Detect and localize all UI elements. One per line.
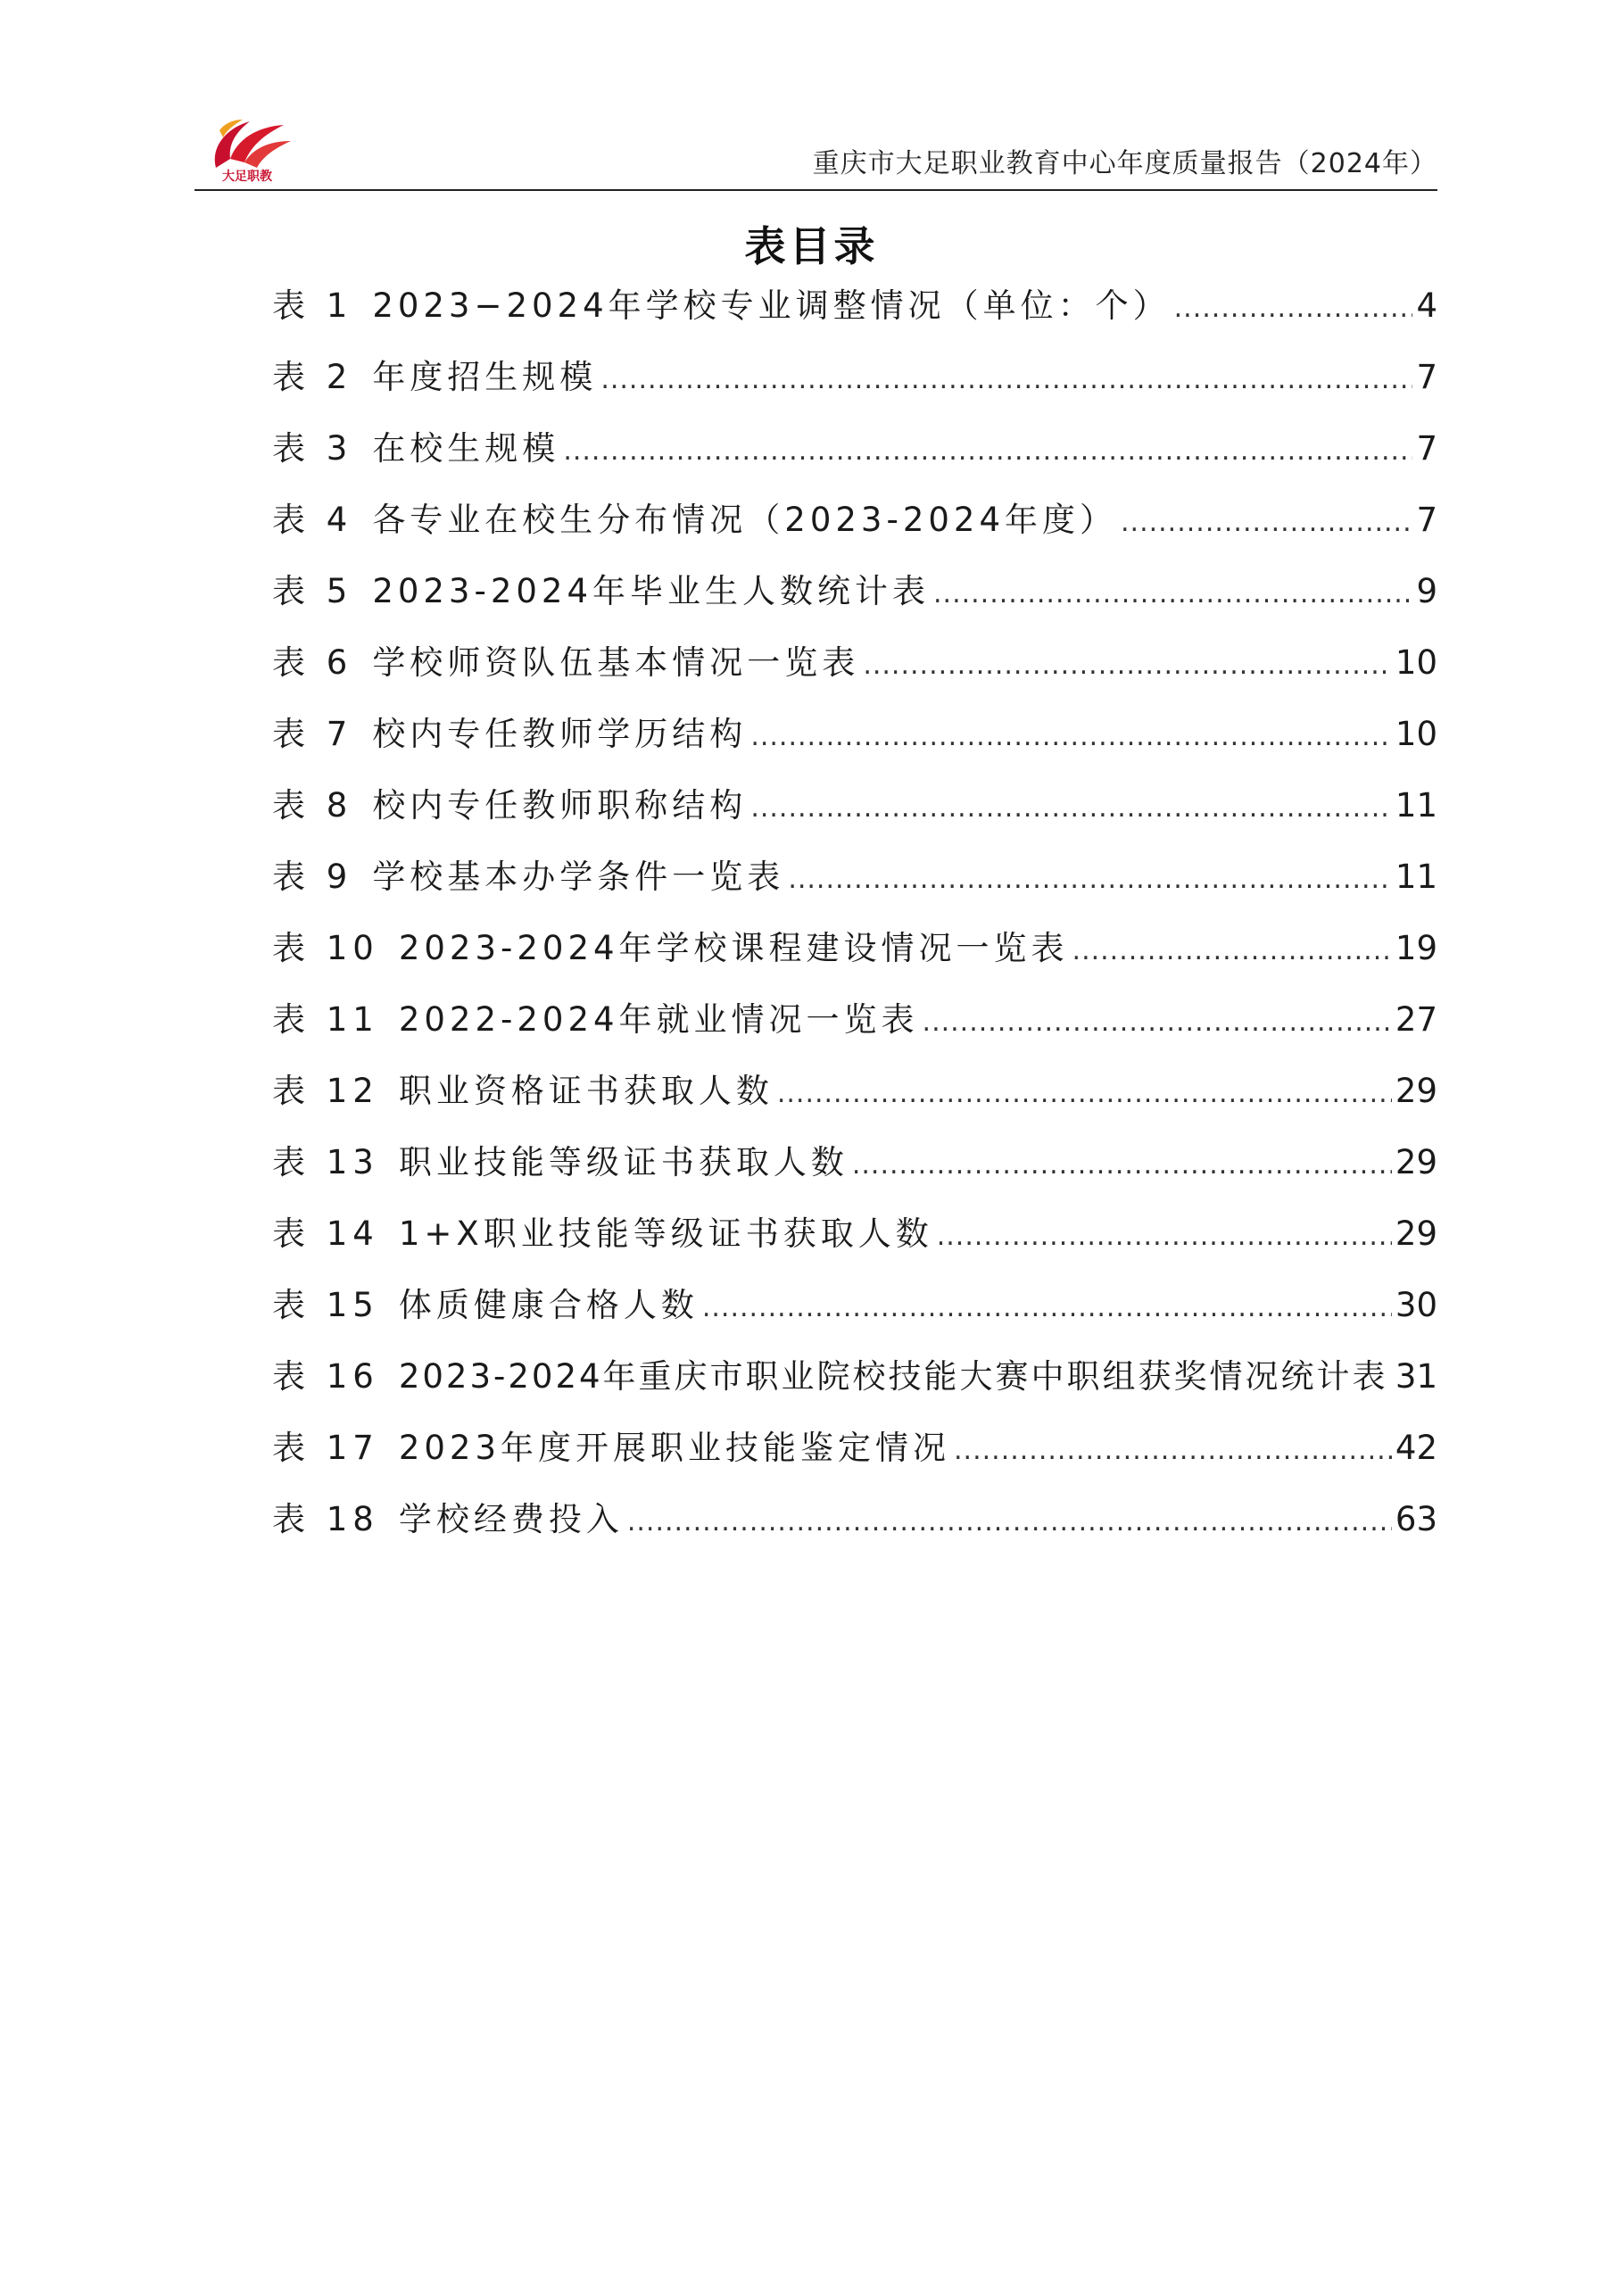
dot-leader: [852, 1149, 1392, 1181]
toc-entry-text: 学校经费投入: [398, 1500, 624, 1538]
page-header: [195, 107, 1437, 191]
toc-entry-label: 表 18: [272, 1500, 379, 1538]
toc-entry-page: 7: [1416, 501, 1437, 539]
toc-entry[interactable]: [272, 1492, 1437, 1563]
toc-entry-label: 表 7: [272, 715, 353, 753]
toc-entry[interactable]: [272, 1278, 1437, 1349]
toc-entry-text: 在校生规模: [372, 429, 560, 468]
toc-entry[interactable]: [272, 1206, 1437, 1278]
toc-entry-label: 表 1: [272, 286, 353, 325]
toc-entry-page: 7: [1416, 429, 1437, 468]
toc-entry-page: 31: [1395, 1357, 1437, 1396]
toc-entry[interactable]: [272, 707, 1437, 778]
toc-entry-label: 表 3: [272, 429, 353, 468]
dot-leader: [777, 1078, 1392, 1109]
toc-entry-page: 63: [1395, 1500, 1437, 1538]
toc-entry[interactable]: [272, 778, 1437, 850]
toc-entry-text: 学校基本办学条件一览表: [372, 858, 785, 896]
toc-entry-page: 29: [1395, 1072, 1437, 1110]
toc-entry-text: 2023−2024年学校专业调整情况（单位：个）: [372, 286, 1171, 325]
toc-entry[interactable]: [272, 1349, 1437, 1421]
toc-entry-page: 42: [1395, 1429, 1437, 1467]
toc-entry-page: 29: [1395, 1143, 1437, 1181]
dot-leader: [933, 578, 1412, 609]
toc-entry-text: 年度招生规模: [372, 358, 598, 396]
toc-entry-label: 表 10: [272, 929, 379, 967]
toc-entry[interactable]: [272, 564, 1437, 635]
dot-leader: [600, 364, 1412, 395]
toc-entry-text: 2023-2024年重庆市职业院校技能大赛中职组获奖情况统计表: [398, 1357, 1388, 1396]
toc-entry-page: 19: [1395, 929, 1437, 967]
toc-entry-label: 表 12: [272, 1072, 379, 1110]
toc-entry[interactable]: [272, 850, 1437, 921]
toc-entry-text: 职业技能等级证书获取人数: [398, 1143, 849, 1181]
toc-entry-page: 30: [1395, 1286, 1437, 1324]
toc-entry-text: 2023年度开展职业技能鉴定情况: [398, 1429, 951, 1467]
toc-entry-label: 表 15: [272, 1286, 379, 1324]
toc-entry-label: 表 11: [272, 1000, 379, 1039]
toc-entry-page: 10: [1395, 715, 1437, 753]
toc-entry-label: 表 8: [272, 786, 353, 825]
toc-entry-text: 学校师资队伍基本情况一览表: [372, 643, 860, 682]
dot-leader: [1121, 507, 1412, 538]
toc-entry-label: 表 4: [272, 501, 353, 539]
toc-entry-text: 校内专任教师学历结构: [372, 715, 748, 753]
toc-entry[interactable]: [272, 992, 1437, 1064]
toc-entry-label: 表 17: [272, 1429, 379, 1467]
toc-entry[interactable]: [272, 635, 1437, 707]
dot-leader: [1072, 935, 1392, 966]
toc-entry-text: 职业资格证书获取人数: [398, 1072, 774, 1110]
toc-entry[interactable]: [272, 278, 1437, 350]
toc-entry-page: 11: [1395, 858, 1437, 896]
dot-leader: [750, 721, 1392, 752]
toc-entry-label: 表 9: [272, 858, 353, 896]
dot-leader: [788, 864, 1392, 895]
school-logo-icon: [198, 112, 296, 184]
dot-leader: [563, 435, 1412, 467]
toc-entry[interactable]: [272, 921, 1437, 992]
toc-entry-text: 各专业在校生分布情况（2023-2024年度）: [372, 501, 1117, 539]
toc-entry[interactable]: [272, 421, 1437, 493]
toc-entry-label: 表 5: [272, 572, 353, 610]
dot-leader: [923, 1007, 1392, 1038]
toc-entry[interactable]: [272, 1421, 1437, 1492]
dot-leader: [954, 1435, 1392, 1466]
toc-entry-label: 表 6: [272, 643, 353, 682]
dot-leader: [937, 1221, 1392, 1252]
toc-entry-page: 29: [1395, 1214, 1437, 1253]
table-of-contents: [272, 278, 1437, 1563]
dot-leader: [1174, 293, 1413, 324]
toc-entry-label: 表 14: [272, 1214, 379, 1253]
dot-leader: [702, 1292, 1392, 1323]
toc-entry-text: 体质健康合格人数: [398, 1286, 699, 1324]
report-title: 重庆市大足职业教育中心年度质量报告（2024年）: [812, 148, 1437, 179]
toc-title: 表目录: [744, 222, 879, 270]
toc-entry-page: 10: [1395, 643, 1437, 682]
svg-text:大足职教: 大足职教: [222, 170, 272, 184]
toc-entry[interactable]: [272, 1064, 1437, 1135]
toc-entry-label: 表 2: [272, 358, 353, 396]
toc-entry-text: 校内专任教师职称结构: [372, 786, 748, 825]
toc-entry-page: 9: [1416, 572, 1437, 610]
toc-entry-text: 2023-2024年学校课程建设情况一览表: [398, 929, 1069, 967]
toc-entry-page: 11: [1395, 786, 1437, 825]
toc-entry-page: 4: [1416, 286, 1437, 325]
toc-entry-text: 1+X职业技能等级证书获取人数: [398, 1214, 933, 1253]
toc-entry[interactable]: [272, 1135, 1437, 1206]
toc-entry-page: 27: [1395, 1000, 1437, 1039]
toc-entry-page: 7: [1416, 358, 1437, 396]
toc-entry-text: 2022-2024年就业情况一览表: [398, 1000, 919, 1039]
dot-leader: [863, 650, 1392, 681]
toc-entry[interactable]: [272, 350, 1437, 421]
toc-entry-label: 表 13: [272, 1143, 379, 1181]
toc-entry-label: 表 16: [272, 1357, 379, 1396]
dot-leader: [750, 792, 1392, 824]
toc-entry-text: 2023-2024年毕业生人数统计表: [372, 572, 930, 610]
toc-entry[interactable]: [272, 493, 1437, 564]
dot-leader: [627, 1506, 1392, 1538]
